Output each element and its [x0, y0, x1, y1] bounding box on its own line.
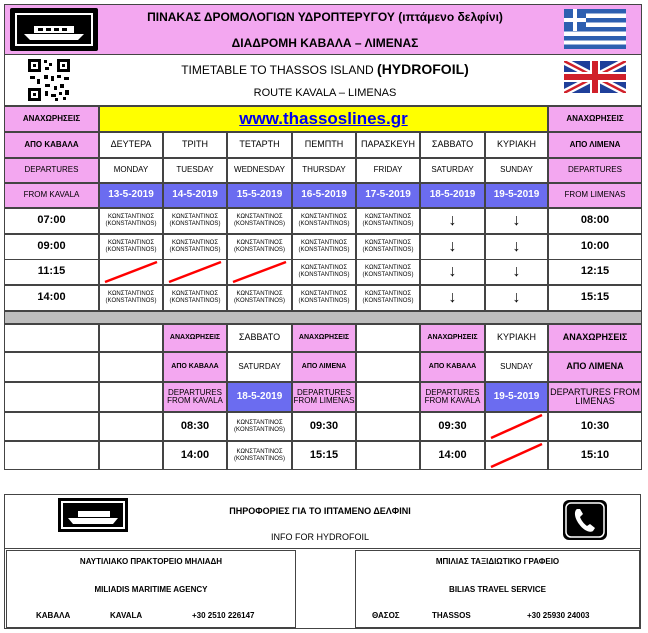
vessel-name-english: (KONSTANTINOS)	[362, 298, 414, 304]
day-name-greek: ΤΡΙΤΗ	[163, 132, 227, 158]
agency2-city-english: THASSOS	[432, 611, 471, 620]
down-arrow-icon: ↓	[485, 259, 548, 285]
vessel-name-greek: ΚΩΝΣΤΑΝΤΙΝΟΣ	[364, 291, 412, 298]
vessel-name-greek: ΚΩΝΣΤΑΝΤΙΝΟΣ	[364, 265, 412, 272]
sat-time-limenas: 09:30	[292, 412, 356, 441]
vessel-name-english: (KONSTANTINOS)	[298, 298, 350, 304]
sun-from-limena-label: ΑΠΟ ΛΙΜΕΝΑ	[548, 352, 642, 382]
down-arrow-icon: ↓	[420, 208, 485, 234]
vessel-cell	[163, 208, 227, 234]
website-link[interactable]: www.thassoslines.gr	[239, 109, 408, 129]
empty-cell	[356, 441, 420, 470]
empty-cell	[356, 382, 420, 412]
info-boat-icon	[58, 498, 128, 532]
day-date: 14-5-2019	[163, 183, 227, 208]
vessel-name-english: (KONSTANTINOS)	[362, 221, 414, 227]
vessel-cell	[292, 234, 356, 260]
sat-departures-label-limena: ΑΝΑΧΩΡΗΣΕΙΣ	[292, 324, 356, 352]
vessel-cell	[356, 259, 420, 285]
empty-cell	[99, 352, 163, 382]
day-name-greek: ΤΕΤΑΡΤΗ	[227, 132, 292, 158]
no-service-strike	[99, 259, 163, 285]
vessel-cell	[292, 285, 356, 311]
day-date: 16-5-2019	[292, 183, 356, 208]
title-english-prefix: TIMETABLE TO THASSOS ISLAND	[181, 63, 378, 77]
info-title-english: INFO FOR HYDROFOIL	[270, 532, 369, 542]
route-greek: ΔΙΑΔΡΟΜΗ ΚΑΒΑΛΑ – ΛΙΜΕΝΑΣ	[231, 36, 419, 50]
vessel-name-english: (KONSTANTINOS)	[105, 247, 157, 253]
table-separator	[4, 311, 642, 324]
agency2-greek: ΜΠΙΛΙΑΣ ΤΑΞΙΔΙΩΤΙΚΟ ΓΡΑΦΕΙΟ	[435, 557, 560, 566]
vessel-cell	[99, 234, 163, 260]
vessel-cell	[163, 285, 227, 311]
sun-departures-label: ΑΝΑΧΩΡΗΣΕΙΣ	[420, 324, 485, 352]
vessel-name-greek: ΚΩΝΣΤΑΝΤΙΝΟΣ	[107, 291, 155, 298]
day-date: 18-5-2019	[420, 183, 485, 208]
departure-time-kavala: 11:15	[4, 259, 99, 285]
sun-day-english: SUNDAY	[485, 352, 548, 382]
vessel-name-greek: ΚΩΝΣΤΑΝΤΙΝΟΣ	[107, 240, 155, 247]
departure-time-limenas: 08:00	[548, 208, 642, 234]
sun-from-kavala-label: ΑΠΟ ΚΑΒΑΛΑ	[420, 352, 485, 382]
info-divider	[4, 548, 641, 549]
title-greek: ΠΙΝΑΚΑΣ ΔΡΟΜΟΛΟΓΙΩΝ ΥΔΡΟΠΤΕΡΥΓΟΥ (ιπτάμενο δελφίνι)	[147, 10, 503, 24]
vessel-cell	[356, 285, 420, 311]
vessel-name-english: (KONSTANTINOS)	[105, 298, 157, 304]
no-service-strike	[227, 259, 292, 285]
day-name-english: FRIDAY	[356, 158, 420, 183]
left-header-line: FROM KAVALA	[4, 183, 99, 208]
day-date: 15-5-2019	[227, 183, 292, 208]
vessel-name-greek: ΚΩΝΣΤΑΝΤΙΝΟΣ	[171, 291, 219, 298]
empty-cell	[4, 441, 99, 470]
departure-time-kavala: 07:00	[4, 208, 99, 234]
sat-day-english: SATURDAY	[227, 352, 292, 382]
vessel-name-greek: ΚΩΝΣΤΑΝΤΙΝΟΣ	[171, 214, 219, 221]
vessel-name-greek: ΚΩΝΣΤΑΝΤΙΝΟΣ	[300, 265, 348, 272]
vessel-name-english: (KONSTANTINOS)	[362, 247, 414, 253]
title-english-bold: (HYDROFOIL)	[377, 61, 469, 77]
down-arrow-icon: ↓	[420, 259, 485, 285]
sun-time-limenas: 10:30	[548, 412, 642, 441]
day-name-english: TUESDAY	[163, 158, 227, 183]
day-name-greek: ΣΑΒΒΑΤΟ	[420, 132, 485, 158]
vessel-name-greek: ΚΩΝΣΤΑΝΤΙΝΟΣ	[236, 448, 283, 455]
sun-departures-limenas-en: DEPARTURES FROM LIMENAS	[548, 382, 642, 412]
vessel-cell	[227, 441, 292, 470]
vessel-name-english: (KONSTANTINOS)	[298, 247, 350, 253]
sun-day-greek: ΚΥΡΙΑΚΗ	[485, 324, 548, 352]
agency1-city-english: KAVALA	[110, 611, 143, 620]
sat-time-limenas: 15:15	[292, 441, 356, 470]
vessel-cell	[227, 234, 292, 260]
sat-from-limena-label: ΑΠΟ ΛΙΜΕΝΑ	[292, 352, 356, 382]
title-english	[110, 61, 540, 77]
departure-time-limenas: 10:00	[548, 234, 642, 260]
vessel-cell	[356, 234, 420, 260]
info-title-greek: ΠΗΡΟΦΟΡΙΕΣ ΓΙΑ ΤΟ ΙΠΤΑΜΕΝΟ ΔΕΛΦΙΝΙ	[229, 506, 411, 516]
agency2-english: BILIAS TRAVEL SERVICE	[449, 585, 546, 594]
agency1-english: MILIADIS MARITIME AGENCY	[94, 585, 208, 594]
sun-time-kavala: 09:30	[420, 412, 485, 441]
vessel-name-greek: ΚΩΝΣΤΑΝΤΙΝΟΣ	[236, 291, 283, 298]
day-name-english: THURSDAY	[292, 158, 356, 183]
agency2-phone: +30 25930 24003	[527, 611, 590, 620]
vessel-name-english: (KONSTANTINOS)	[298, 272, 350, 278]
empty-cell	[4, 324, 99, 352]
sun-time-limenas: 15:10	[548, 441, 642, 470]
vessel-name-greek: ΚΩΝΣΤΑΝΤΙΝΟΣ	[171, 240, 219, 247]
empty-cell	[99, 324, 163, 352]
day-name-greek: ΚΥΡΙΑΚΗ	[485, 132, 548, 158]
day-name-greek: ΠΑΡΑΣΚΕΥΗ	[356, 132, 420, 158]
sat-time-kavala: 08:30	[163, 412, 227, 441]
vessel-name-greek: ΚΩΝΣΤΑΝΤΙΝΟΣ	[300, 291, 348, 298]
vessel-cell	[99, 208, 163, 234]
sat-departures-limenas-en: DEPARTURES FROM LIMENAS	[292, 382, 356, 412]
empty-cell	[99, 412, 163, 441]
down-arrow-icon: ↓	[485, 234, 548, 260]
sat-time-kavala: 14:00	[163, 441, 227, 470]
departure-time-kavala: 09:00	[4, 234, 99, 260]
vessel-name-greek: ΚΩΝΣΤΑΝΤΙΝΟΣ	[364, 214, 412, 221]
day-name-greek: ΠΕΜΠΤΗ	[292, 132, 356, 158]
empty-cell	[356, 352, 420, 382]
no-service-strike	[485, 441, 548, 470]
vessel-name-english: (KONSTANTINOS)	[234, 298, 285, 304]
sun-time-kavala: 14:00	[420, 441, 485, 470]
vessel-cell	[292, 259, 356, 285]
sat-date: 18-5-2019	[227, 382, 292, 412]
sun-date: 19-5-2019	[485, 382, 548, 412]
vessel-name-english: (KONSTANTINOS)	[234, 221, 285, 227]
vessel-cell	[227, 412, 292, 441]
day-name-english: SUNDAY	[485, 158, 548, 183]
empty-cell	[356, 324, 420, 352]
vessel-name-greek: ΚΩΝΣΤΑΝΤΙΝΟΣ	[364, 240, 412, 247]
sat-from-kavala-label: ΑΠΟ ΚΑΒΑΛΑ	[163, 352, 227, 382]
vessel-cell	[227, 208, 292, 234]
vessel-name-english: (KONSTANTINOS)	[298, 221, 350, 227]
departure-time-limenas: 12:15	[548, 259, 642, 285]
left-header-line: DEPARTURES	[4, 158, 99, 183]
agency2-city-greek: ΘΑΣΟΣ	[372, 611, 400, 620]
empty-cell	[4, 412, 99, 441]
vessel-name-english: (KONSTANTINOS)	[234, 247, 285, 253]
left-header-line: ΑΝΑΧΩΡΗΣΕΙΣ	[4, 106, 99, 132]
vessel-name-greek: ΚΩΝΣΤΑΝΤΙΝΟΣ	[300, 214, 348, 221]
right-header-line: ΑΠΟ ΛΙΜΕΝΑ	[548, 132, 642, 158]
down-arrow-icon: ↓	[485, 208, 548, 234]
empty-cell	[99, 441, 163, 470]
sat-departures-kavala-en: DEPARTURES FROM KAVALA	[163, 382, 227, 412]
departure-time-limenas: 15:15	[548, 285, 642, 311]
day-name-english: MONDAY	[99, 158, 163, 183]
no-service-strike	[163, 259, 227, 285]
vessel-name-greek: ΚΩΝΣΤΑΝΤΙΝΟΣ	[236, 214, 283, 221]
phone-icon	[563, 500, 607, 540]
website-banner	[99, 106, 548, 132]
greek-flag-icon	[564, 9, 626, 49]
agency1-phone: +30 2510 226147	[192, 611, 255, 620]
right-header-line: ΑΝΑΧΩΡΗΣΕΙΣ	[548, 106, 642, 132]
sun-departures-label-limena: ΑΝΑΧΩΡΗΣΕΙΣ	[548, 324, 642, 352]
vessel-name-greek: ΚΩΝΣΤΑΝΤΙΝΟΣ	[107, 214, 155, 221]
left-header-line: ΑΠΟ ΚΑΒΑΛΑ	[4, 132, 99, 158]
sat-departures-label: ΑΝΑΧΩΡΗΣΕΙΣ	[163, 324, 227, 352]
vessel-name-english: (KONSTANTINOS)	[234, 426, 285, 433]
vessel-cell	[163, 234, 227, 260]
vessel-cell	[227, 285, 292, 311]
down-arrow-icon: ↓	[485, 285, 548, 311]
right-header-line: FROM LIMENAS	[548, 183, 642, 208]
vessel-name-english: (KONSTANTINOS)	[105, 221, 157, 227]
route-english: ROUTE KAVALA – LIMENAS	[253, 87, 397, 99]
down-arrow-icon: ↓	[420, 285, 485, 311]
down-arrow-icon: ↓	[420, 234, 485, 260]
uk-flag-icon	[564, 61, 626, 93]
vessel-name-english: (KONSTANTINOS)	[169, 221, 221, 227]
sun-departures-kavala-en: DEPARTURES FROM KAVALA	[420, 382, 485, 412]
day-name-greek: ΔΕΥΤΕΡΑ	[99, 132, 163, 158]
vessel-name-greek: ΚΩΝΣΤΑΝΤΙΝΟΣ	[236, 419, 283, 426]
day-name-english: SATURDAY	[420, 158, 485, 183]
day-date: 19-5-2019	[485, 183, 548, 208]
qr-code-icon	[26, 57, 72, 103]
vessel-cell	[356, 208, 420, 234]
empty-cell	[4, 382, 99, 412]
agency1-city-greek: ΚΑΒΑΛΑ	[36, 611, 71, 620]
vessel-name-greek: ΚΩΝΣΤΑΝΤΙΝΟΣ	[236, 240, 283, 247]
no-service-strike	[485, 412, 548, 441]
empty-cell	[4, 352, 99, 382]
vessel-name-english: (KONSTANTINOS)	[169, 298, 221, 304]
day-date: 13-5-2019	[99, 183, 163, 208]
vessel-cell	[99, 285, 163, 311]
empty-cell	[99, 382, 163, 412]
day-date: 17-5-2019	[356, 183, 420, 208]
vessel-name-english: (KONSTANTINOS)	[362, 272, 414, 278]
empty-cell	[356, 412, 420, 441]
agency1-greek: ΝΑΥΤΙΛΙΑΚΟ ΠΡΑΚΤΟΡΕΙΟ ΜΗΛΙΑΔΗ	[79, 557, 223, 566]
boat-icon	[10, 8, 98, 51]
sat-day-greek: ΣΑΒΒΑΤΟ	[227, 324, 292, 352]
vessel-name-english: (KONSTANTINOS)	[169, 247, 221, 253]
vessel-name-english: (KONSTANTINOS)	[234, 455, 285, 462]
vessel-cell	[292, 208, 356, 234]
departure-time-kavala: 14:00	[4, 285, 99, 311]
vessel-name-greek: ΚΩΝΣΤΑΝΤΙΝΟΣ	[300, 240, 348, 247]
right-header-line: DEPARTURES	[548, 158, 642, 183]
day-name-english: WEDNESDAY	[227, 158, 292, 183]
